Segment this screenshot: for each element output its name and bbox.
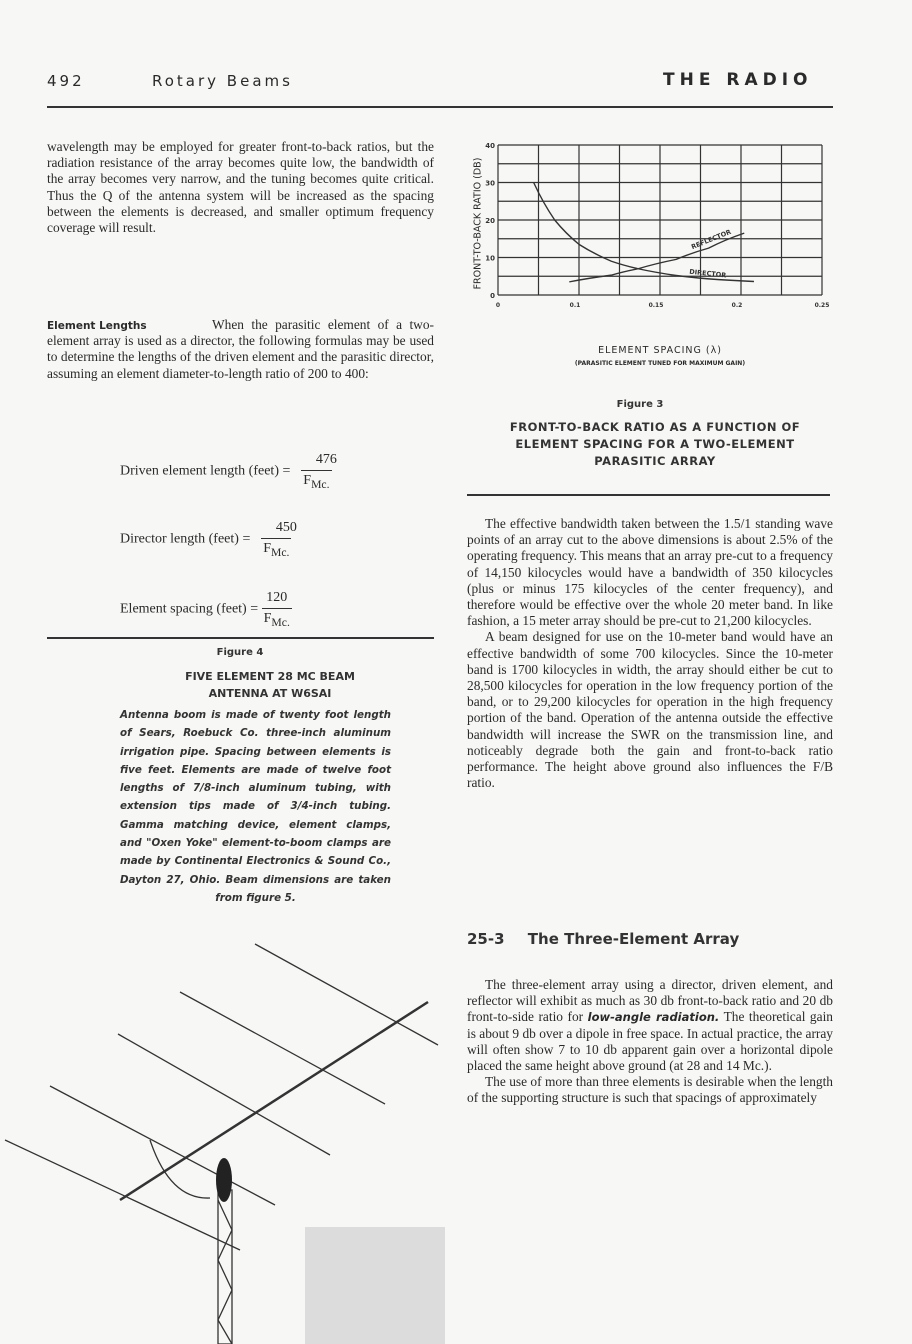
x-tick-label: 0 [495,302,501,309]
den-var: F [263,541,272,556]
formula-driven [120,452,339,491]
figure3-label: Figure 3 [616,399,664,410]
den-var: F [263,611,272,626]
photo-background-patch [305,1227,445,1344]
emphasis: low-angle radiation. [587,1010,720,1025]
x-axis-label: ELEMENT SPACING (λ) [598,345,722,356]
right-text-bottom [467,977,833,1107]
figure4-rule [47,637,434,639]
formula-spacing [120,590,292,629]
formula-director [120,520,299,559]
tower [218,1190,232,1344]
x-tick-label: 0.25 [814,302,830,309]
text: The theoretical gain is about 9 db over a dipole in free space. In actual practice, the array will often show 7 to 10 db apparent gain over a horizontal dipole placed the same height above ground (at 28 and 14 Mc.). [467,1009,833,1074]
den-sub: Mc. [271,615,290,629]
numerator: 120 [266,590,288,605]
section-number: 25-3 [467,930,505,948]
section-title: The Three-Element Array [527,930,740,948]
paragraph [467,977,833,1074]
den-sub: Mc. [311,477,330,491]
fraction [254,520,299,559]
paragraph: The effective bandwidth taken between the 1.5/1 standing wave points of an array cut to the above dimensions is about 2.5% of the operating frequency. This means that an array pre-cut to a frequency of 14,150 kilocycles would have a bandwidth of 350 kilocycles (plus or minus 175 kilocycles of the center frequency), and therefore would be effective over the whole 20 meter band. In like fashion, a 15 meter array should be pre-cut to 21,200 kilocycles. [467,516,833,629]
paragraph: When the parasitic element of a two-element array is used as a director, the following formulas may be used to determine the lengths of the driven element and the parasitic director, assuming an element diameter-to-length ratio of 200 to 400: [47,317,434,381]
page-number: 492 [47,72,85,90]
boom [120,1002,428,1200]
x-tick-label: 0.2 [731,302,743,309]
left-column [47,139,434,236]
den-sub: Mc. [271,545,290,559]
header-rule [47,106,833,108]
numerator: 476 [315,452,337,467]
y-tick-label: 0 [490,292,495,300]
side-heading: Element Lengths [47,320,147,332]
denominator [262,608,292,629]
formula-label: Element spacing (feet) = [120,601,259,617]
y-tick-label: 30 [485,179,495,188]
fraction [262,590,292,629]
y-tick-label: 40 [485,142,495,150]
x-axis-sublabel: (PARASITIC ELEMENT TUNED FOR MAXIMUM GAIN) [574,360,746,367]
rotator [216,1158,232,1202]
running-head-section: Rotary Beams [152,72,293,90]
paragraph: wavelength may be employed for greater front-to-back ratios, but the radiation resistance of the array becomes quite low, the bandwidth of the array becomes very narrow, and the tuning becomes quite critical. Thus the Q of the antenna system will be increased as the spacing between the elements is decreased, and smaller optimum frequency coverage will result. [47,139,434,236]
formula-label: Director length (feet) = [120,531,251,547]
fraction [294,452,339,491]
y-tick-label: 20 [485,217,495,225]
y-axis-label: FRONT-TO-BACK RATIO (DB) [472,157,484,290]
figure3-rule [467,494,830,496]
paragraph: A beam designed for use on the 10-meter band would have an effective bandwidth of some 700 kilocycles. Since the 10-meter band is 1700 kilocycles in width, the array should either be cut to 28,500 kilocycles for operation in the low frequency portion of the band, or to 29,200 kilocycles for operation in the high frequency portion of the band. Operation of the antenna outside the effective bandwidth will increase the SWR on the transmission line, and noticeably degrade both the gain and front-to-back ratio performance. The height above ground also influences the F/B ratio. [467,629,833,791]
element [5,1140,240,1250]
figure4-label: Figure 4 [216,647,264,658]
right-text-top [467,516,833,791]
numerator: 450 [275,520,297,535]
text: The three-element array using a director, driven element, and reflector will exhibit as much as 30 db front-to-back ratio and 20 db front-to-side ratio for [467,977,833,1025]
y-tick-label: 10 [485,254,495,263]
tower-bracing [218,1200,232,1344]
x-tick-label: 0.1 [569,302,581,309]
figure4-title: FIVE ELEMENT 28 MC BEAM ANTENNA AT W6SAI [185,670,355,700]
den-var: F [303,473,312,488]
denominator [301,470,331,491]
figure3-title: FRONT-TO-BACK RATIO AS A FUNCTION OF ELEMENT SPACING FOR A TWO-ELEMENT PARASITIC ARRAY [509,420,801,468]
series-label-director: DIRECTOR [688,267,727,280]
figure4-caption: Antenna boom is made of twenty foot length of Sears, Roebuck Co. three-inch aluminum irrigation pipe. Spacing between elements is five feet. Elements are made of twelve foot lengths of 7/8-inch aluminum tubing, with extension tips made of 3/4-inch tubing. Gamma matching device, element clamps, and "Oxen Yoke" element-to-boom clamps are made by Continental Electronics & Sound Co., Dayton 27, Ohio. Beam dimensions are taken from figure 5. [120,709,391,904]
running-head-publication: THE RADIO [663,70,813,90]
series-label-reflector: REFLECTOR [690,227,733,252]
antenna-photo [0,940,450,1344]
front-to-back-chart [462,135,834,325]
element [255,944,438,1045]
paragraph: The use of more than three elements is desirable when the length of the supporting structure is such that spacings of approximately [467,1074,833,1106]
x-tick-label: 0.15 [648,302,664,309]
formula-label: Driven element length (feet) = [120,463,291,479]
element [118,1034,330,1155]
section-heading [467,930,739,948]
denominator [261,538,291,559]
